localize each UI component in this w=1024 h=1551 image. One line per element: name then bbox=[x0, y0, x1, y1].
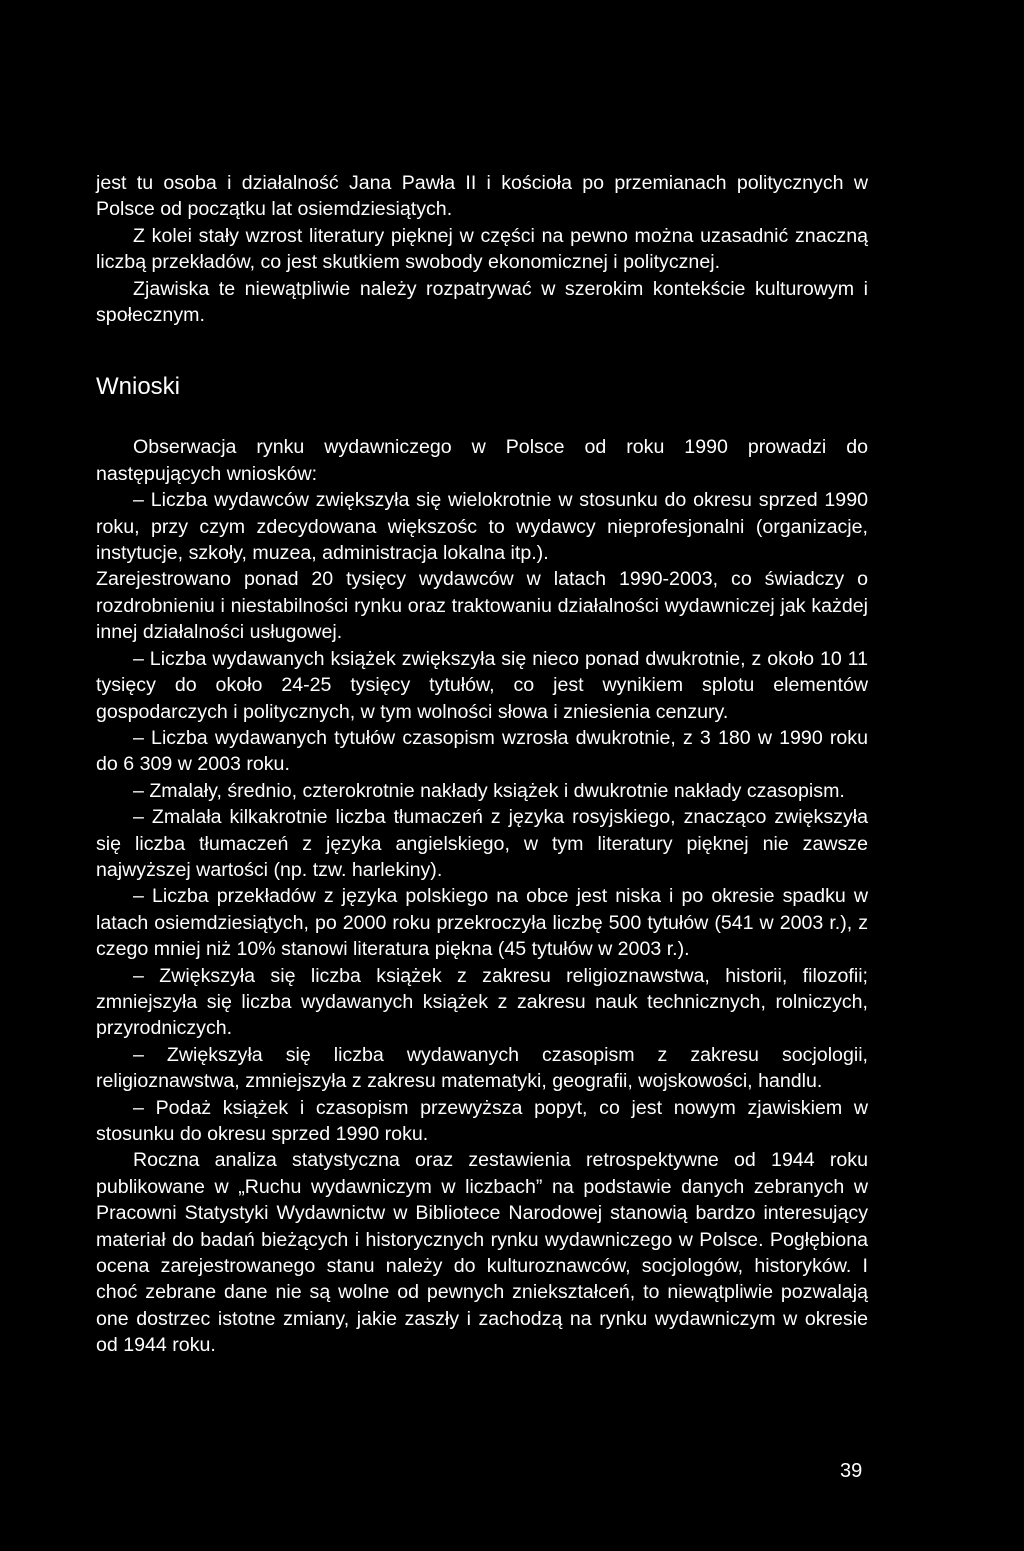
conclusions-intro: Obserwacja rynku wydawniczego w Polsce od roku 1990 prowadzi do następujących wniosków: bbox=[96, 436, 868, 485]
intro-paragraph-continuation: jest tu osoba i działalność Jana Pawła II i kościoła po przemianach politycznych w Polsce od początku lat osiemdziesiątych. bbox=[96, 172, 868, 221]
conclusion-item: – Zmalały, średnio, czterokrotnie nakłady książek i dwukrotnie nakłady czasopism. bbox=[133, 779, 845, 802]
conclusion-item: Zarejestrowano ponad 20 tysięcy wydawców w latach 1990-2003, co świadczy o rozdrobnieniu i niestabilności rynku oraz traktowaniu działalności wydawniczej jak każdej innej działalności usługowej. bbox=[96, 568, 868, 644]
closing-paragraph: Roczna analiza statystyczna oraz zestawienia retrospektywne od 1944 roku publikowane w „Ruchu wydawniczym w liczbach” na podstawie danych zebranych w Pracowni Statystyki Wydawnictw w Bibliotece Narodowej stanowią bardzo interesujący materiał do badań bieżących i historycznych rynku wydawniczego w Polsce. Pogłębiona ocena zarejestrowanego stanu należy do kulturoznawców, socjologów, historyków. I choć zebrane dane nie są wolne od pewnych zniekształceń, to niewątpliwie pozwalają one dostrzec istotne zmiany, jakie zaszły i zachodzą na rynku wydawniczym w okresie od 1944 roku. bbox=[96, 1149, 868, 1357]
conclusion-item: – Zmalała kilkakrotnie liczba tłumaczeń z języka rosyjskiego, znacząco zwiększyła się liczba tłumaczeń z języka angielskiego, w tym literatury pięknej nie zawsze najwyższej wartości (np. tzw. harlekiny). bbox=[96, 806, 868, 881]
conclusion-item: – Zwiększyła się liczba wydawanych czasopism z zakresu socjologii, religioznawstwa, zmniejszyła z zakresu matematyki, geografii, wojskowości, handlu. bbox=[96, 1043, 868, 1093]
page-content bbox=[96, 170, 868, 1359]
intro-paragraph-context: Zjawiska te niewątpliwie należy rozpatrywać w szerokim kontekście kulturowym i społecznym. bbox=[96, 277, 868, 327]
conclusion-item: – Liczba wydawców zwiększyła się wielokrotnie w stosunku do okresu sprzed 1990 roku, przy czym zdecydowana większośc to wydawcy nieprofesjonalni (organizacje, instytucje, szkoły, muzea, administracja lokalna itp.). bbox=[96, 489, 868, 565]
conclusion-item: – Liczba wydawanych książek zwiększyła się nieco ponad dwukrotnie, z około 10 11 tysięcy do około 24-25 tysięcy tytułów, co jest wynikiem splotu elementów gospodarczych i politycznych, w tym wolności słowa i zniesienia cenzury. bbox=[96, 647, 868, 723]
conclusion-item: – Liczba wydawanych tytułów czasopism wzrosła dwukrotnie, z 3 180 w 1990 roku do 6 309 w 2003 roku. bbox=[96, 726, 868, 776]
conclusion-item: – Liczba przekładów z języka polskiego na obce jest niska i po okresie spadku w latach osiemdziesiątych, po 2000 roku przekroczyła liczbę 500 tytułów (541 w 2003 r.), z czego mniej niż 10% stanowi literatura piękna (45 tytułów w 2003 r.). bbox=[96, 885, 868, 961]
intro-paragraph-translations: Z kolei stały wzrost literatury pięknej w części na pewno można uzasadnić znaczną liczbą przekładów, co jest skutkiem swobody ekonomicznej i politycznej. bbox=[96, 224, 868, 274]
section-heading: Wnioski bbox=[96, 373, 181, 401]
conclusion-item: – Zwiększyła się liczba książek z zakresu religioznawstwa, historii, filozofii; zmniejszyła się liczba wydawanych książek z zakresu nauk technicznych, rolniczych, przyrodniczych. bbox=[96, 964, 868, 1040]
conclusion-item: – Podaż książek i czasopism przewyższa popyt, co jest nowym zjawiskiem w stosunku do okresu sprzed 1990 roku. bbox=[96, 1096, 868, 1145]
page-number: 39 bbox=[840, 1460, 863, 1482]
